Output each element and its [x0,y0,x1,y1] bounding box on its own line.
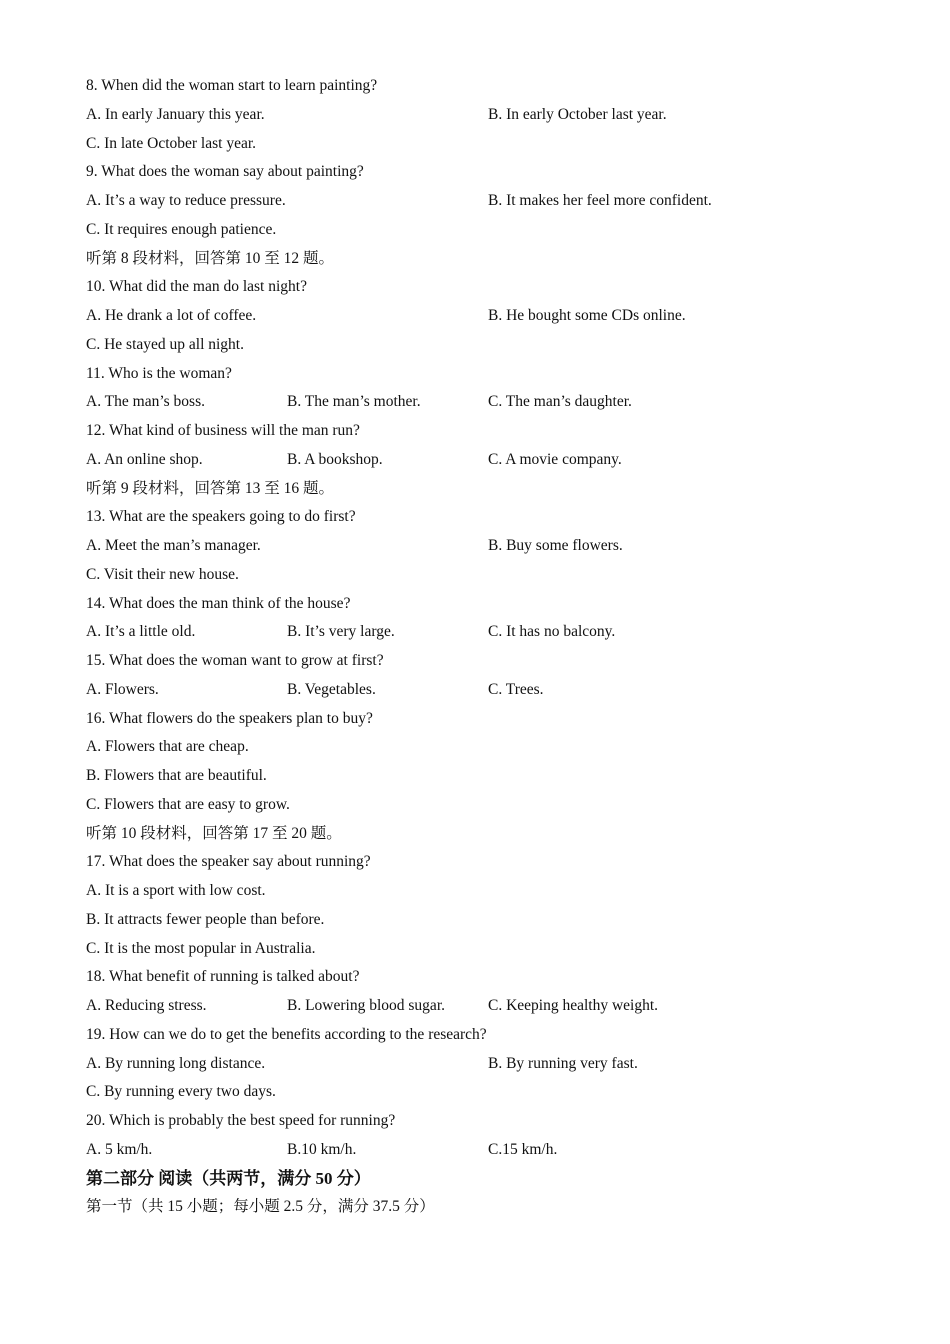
question-text: 8. When did the woman start to learn painting? [86,77,378,94]
option-b: B. In early October last year. [488,105,667,123]
exam-page [86,72,876,1222]
option-a: A. By running long distance. [86,1054,266,1072]
option-c: C. Trees. [488,680,544,698]
option-row [86,187,876,216]
option-b: B. Buy some flowers. [488,537,623,554]
option-line: C. By running every two days. [86,1083,276,1101]
option-row [86,532,876,561]
option-b: B. He bought some CDs online. [488,307,686,324]
question-text: 18. What benefit of running is talked about? [86,968,360,986]
option-row [86,302,876,331]
option-line: C. It requires enough patience. [86,220,277,238]
option-line: C. Flowers that are easy to grow. [86,795,290,813]
option-b: B. It makes her feel more confident. [488,192,712,209]
option-line: A. It is a sport with low cost. [86,882,266,899]
option-a: A. Flowers. [86,680,159,698]
option-line: C. It is the most popular in Australia. [86,939,316,957]
question-text: 13. What are the speakers going to do first? [86,508,356,526]
option-c: C. The man’s daughter. [488,393,632,411]
option-line: C. In late October last year. [86,134,257,152]
question-text: 17. What does the speaker say about running? [86,853,371,871]
question-text: 19. How can we do to get the benefits according to the research? [86,1025,487,1043]
option-row [86,446,876,475]
option-b: B.10 km/h. [287,1140,357,1158]
option-line: C. He stayed up all night. [86,335,244,353]
option-row [86,992,876,1021]
option-line: B. It attracts fewer people than before. [86,910,325,928]
option-b: B. By running very fast. [488,1054,638,1072]
option-a: A. An online shop. [86,450,203,468]
option-b: B. A bookshop. [287,450,383,468]
instruction-line: 听第 9 段材料，回答第 13 至 16 题。 [86,479,335,497]
option-a: A. It’s a way to reduce pressure. [86,192,286,209]
option-a: A. It’s a little old. [86,623,196,641]
question-text: 12. What kind of business will the man run? [86,422,360,439]
question-text: 20. Which is probably the best speed for running? [86,1112,396,1129]
option-row [86,618,876,647]
instruction-line: 听第 8 段材料，回答第 10 至 12 题。 [86,249,335,267]
option-line: A. Flowers that are cheap. [86,738,249,756]
question-text: 9. What does the woman say about painting? [86,163,364,181]
option-b: B. Lowering blood sugar. [287,997,445,1014]
question-text: 15. What does the woman want to grow at first? [86,652,384,669]
option-b: B. Vegetables. [287,680,376,698]
question-text: 16. What flowers do the speakers plan to buy? [86,709,373,727]
option-b: B. The man’s mother. [287,393,421,411]
option-c: C. It has no balcony. [488,623,616,641]
option-row [86,1136,876,1165]
option-a: A. In early January this year. [86,105,265,123]
option-row [86,1050,876,1079]
instruction-line: 听第 10 段材料，回答第 17 至 20 题。 [86,824,342,842]
option-line: B. Flowers that are beautiful. [86,767,267,784]
question-text: 10. What did the man do last night? [86,278,307,296]
option-a: A. Reducing stress. [86,997,207,1014]
option-a: A. The man’s boss. [86,393,205,411]
instruction-line: 第一节（共 15 小题；每小题 2.5 分，满分 37.5 分） [86,1198,435,1216]
section-heading: 第二部分 阅读（共两节，满分 50 分） [86,1168,371,1188]
option-a: A. Meet the man’s manager. [86,537,261,554]
option-a: A. He drank a lot of coffee. [86,307,257,324]
option-b: B. It’s very large. [287,623,395,641]
option-row [86,101,876,130]
option-c: C. Keeping healthy weight. [488,997,659,1014]
option-row [86,676,876,705]
option-line: C. Visit their new house. [86,565,239,583]
option-row [86,388,876,417]
question-text: 14. What does the man think of the house? [86,594,351,612]
option-c: C. A movie company. [488,450,622,468]
question-text: 11. Who is the woman? [86,364,232,382]
option-c: C.15 km/h. [488,1140,558,1158]
option-a: A. 5 km/h. [86,1140,153,1158]
